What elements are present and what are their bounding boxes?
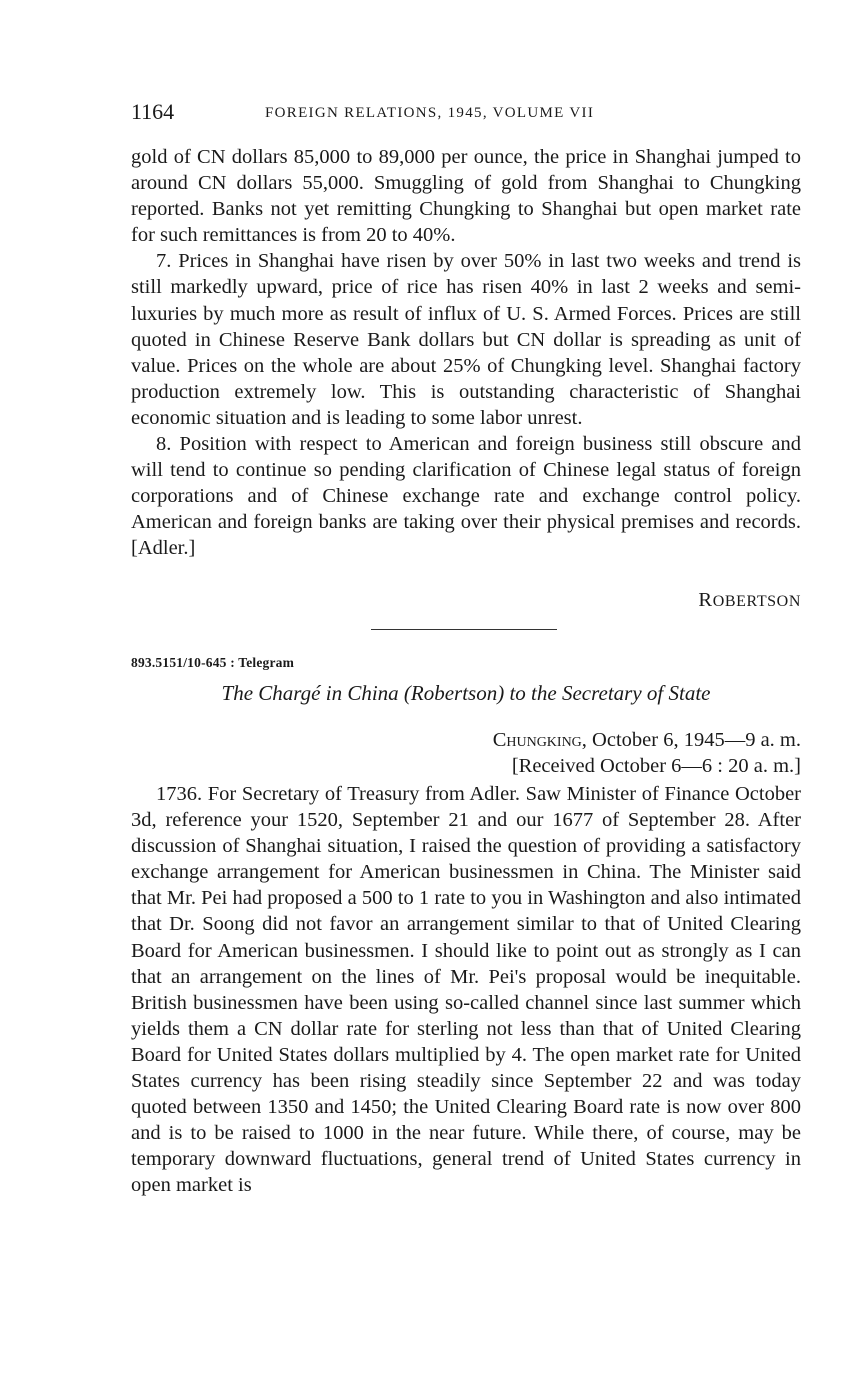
paragraph-8: 8. Position with respect to American and foreign business still obscure and will tend to continue so pending clarification of Chinese legal status of foreign corporations and of Chinese exchange rate and exchange control policy. American and foreign banks are taking over their physical premises and records. [Adler.] <box>131 433 801 560</box>
paragraph-continued: gold of CN dollars 85,000 to 89,000 per ounce, the price in Shanghai jumped to around CN dollars 55,000. Smuggling of gold from Shanghai to Chungking reported. Banks not yet remitting Chungking to Shanghai but open market rate for such remittances is from 20 to 40%. <box>131 146 801 247</box>
page-header <box>131 98 801 128</box>
section-divider <box>371 629 557 630</box>
dateline <box>131 727 801 779</box>
file-reference: 893.5151/10-645 : Telegram <box>131 655 295 670</box>
signature-initial: R <box>698 589 713 611</box>
signature <box>131 588 801 614</box>
dateline-received: [Received October 6—6 : 20 a. m.] <box>511 755 801 777</box>
running-head: FOREIGN RELATIONS, 1945, VOLUME VII <box>265 105 595 121</box>
section-2-body <box>131 781 801 1199</box>
section-1-body <box>131 144 801 562</box>
paragraph-1736: 1736. For Secretary of Treasury from Adler. Saw Minister of Finance October 3d, reference your 1520, September 21 and our 1677 of September 28. After discussion of Shanghai situation, I raised the question of providing a satisfactory exchange arrangement for American businessmen in China. The Minister said that Mr. Pei had proposed a 500 to 1 rate to you in Washington and also intimated that Dr. Soong did not favor an arrangement similar to that of United Clearing Board for American businessmen. I should like to point out as strongly as I can that an arrangement on the lines of Mr. Pei's proposal would be inequitable. British businessmen have been using so-called channel since last summer which yields them a CN dollar rate for sterling not less than that of United Clearing Board for United States dollars multiplied by 4. The open market rate for United States currency has been rising steadily since September 22 and was today quoted between 1350 and 1450; the United Clearing Board rate is now over 800 and is to be raised to 1000 in the near future. While there, of course, may be temporary downward fluctuations, general trend of United States currency in open market is <box>131 783 801 1197</box>
dateline-sent <box>131 727 801 753</box>
document-title: The Chargé in China (Robertson) to the Secretary of State <box>221 681 711 705</box>
signature-rest: OBERTSON <box>712 593 801 610</box>
dateline-city: Chungking <box>492 729 582 751</box>
dateline-date: , October 6, 1945—9 a. m. <box>581 729 801 751</box>
paragraph-7: 7. Prices in Shanghai have risen by over 50% in last two weeks and trend is still markedly upward, price of rice has risen 40% in last 2 weeks and semi-luxuries by much more as result of influx of U. S. Armed Forces. Prices are still quoted in Chinese Reserve Bank dollars but CN dollar is spreading as unit of value. Prices on the whole are about 25% of Chungking level. Shanghai factory production extremely low. This is outstanding characteristic of Shanghai economic situation and is leading to some labor unrest. <box>131 250 801 429</box>
page-number: 1164 <box>131 99 175 124</box>
